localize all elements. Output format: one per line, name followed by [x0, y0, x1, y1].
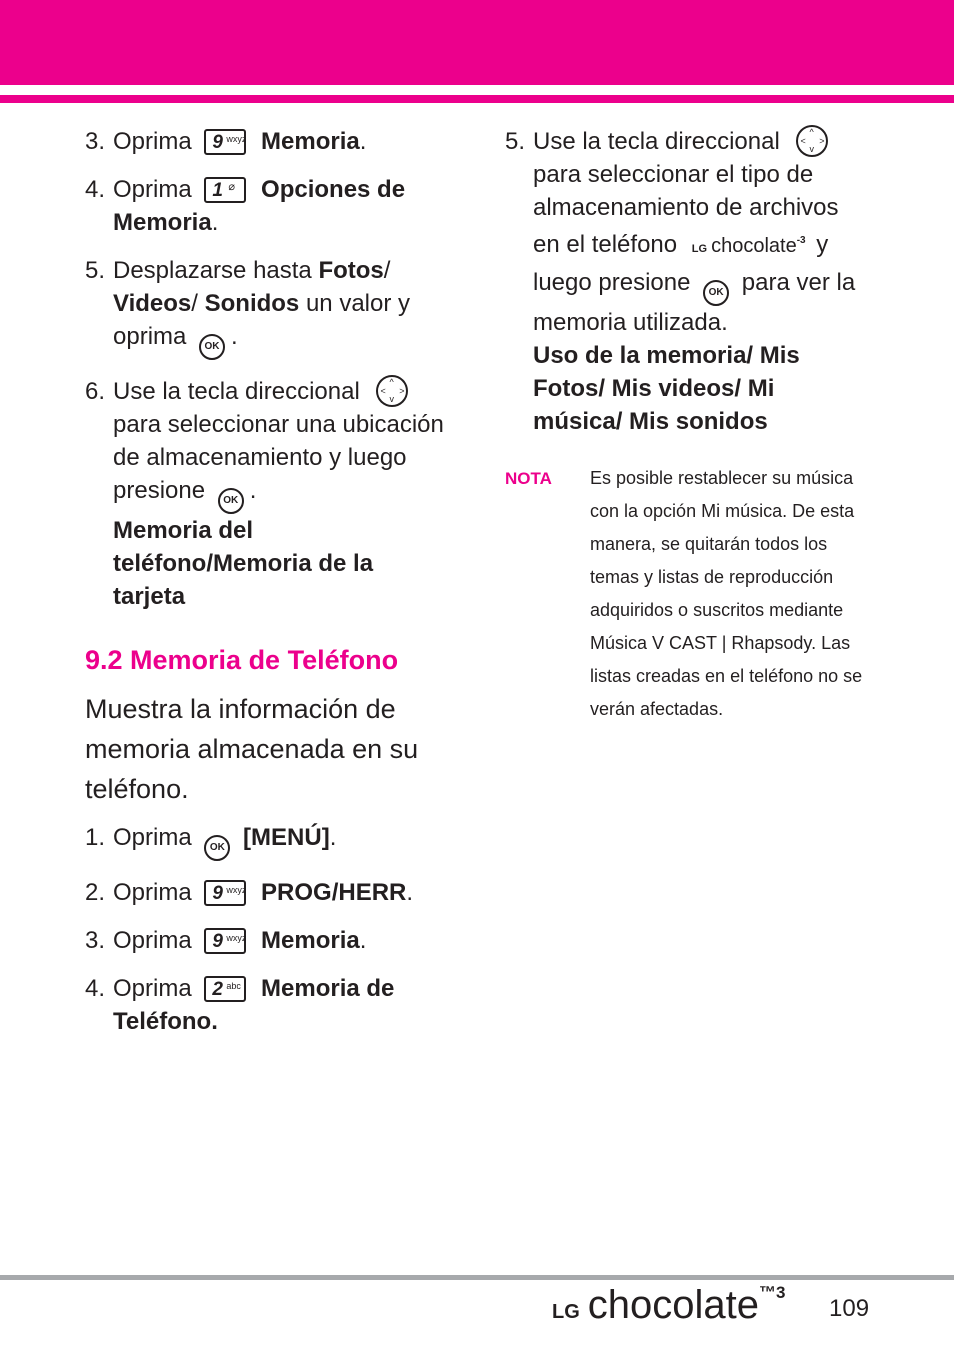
- key-9-icon: 9 wxyz: [204, 880, 246, 906]
- key-9-icon: 9 wxyz: [204, 129, 246, 155]
- navigation-key-icon: ^ v < >: [796, 125, 828, 157]
- step-3-memoria-b: 3. Oprima 9 wxyz Memoria.: [85, 927, 367, 954]
- step-2-prog-herr: 2. Oprima 9 wxyz PROG/HERR.: [85, 879, 414, 906]
- step-1-menu: 1. Oprima OK [MENÚ].: [85, 821, 445, 861]
- ok-key-icon: OK: [199, 334, 225, 360]
- step-4-memoria-telefono: 4. Oprima 2 abc Memoria de Teléfono.: [85, 975, 395, 1035]
- header-band: [0, 0, 954, 85]
- left-column: [85, 125, 445, 1053]
- footer-logo: LG chocolate™3: [552, 1283, 786, 1327]
- ok-key-icon: OK: [703, 280, 729, 306]
- key-2-icon: 2 abc: [204, 976, 246, 1002]
- key-9-icon: 9 wxyz: [204, 928, 246, 954]
- step-3-memoria: 3. Oprima 9 wxyz Memoria.: [85, 128, 367, 155]
- footer-rule: [0, 1275, 954, 1280]
- page-number: 109: [829, 1295, 870, 1322]
- ok-key-icon: OK: [204, 835, 230, 861]
- step-5-tipo-almacenamiento: 5. Use la tecla direccional ^ v < > para seleccionar el tipo de almacenamiento de archivos en el teléfono LG chocolate$^{-3}$ y luego presione OK para ver la memoria utilizada. Uso de la memoria/ Mis Fotos/ Mis videos/ Mi música/ Mis sonidos: [505, 127, 856, 435]
- chocolate-logo-inline: LG chocolate$^{-3}$: [691, 235, 806, 257]
- step-6-direccional: 6. Use la tecla direccional ^ v < > para seleccionar una ubicación de almacenamiento y luego presione OK . Memoria del teléfono/Memoria de la tarjeta: [85, 377, 444, 610]
- note-label: NOTA: [505, 469, 552, 488]
- ok-key-icon: OK: [218, 488, 244, 514]
- section-intro: Muestra la información de memoria almacenada en su teléfono.: [85, 694, 419, 804]
- step-4-opciones: 4. Oprima 1 ⌀ Opciones de Memoria.: [85, 176, 406, 236]
- note-box: [505, 462, 865, 726]
- section-heading: 9.2 Memoria de Teléfono: [85, 645, 399, 675]
- key-1-voicemail-icon: 1 ⌀: [204, 177, 246, 203]
- header-rule: [0, 95, 954, 103]
- step-5-desplazarse: 5. Desplazarse hasta Fotos/ Videos/ Sonidos un valor y oprima OK .: [85, 254, 445, 360]
- right-column: [505, 125, 865, 726]
- note-text: Es posible restablecer su música con la opción Mi música. De esta manera, se quitarán todos los temas y listas de reproducción adquiridos o suscritos mediante Música V CAST | Rhapsody. Las listas creadas en el teléfono no se verán afectadas.: [590, 468, 863, 719]
- navigation-key-icon: ^ v < >: [376, 375, 408, 407]
